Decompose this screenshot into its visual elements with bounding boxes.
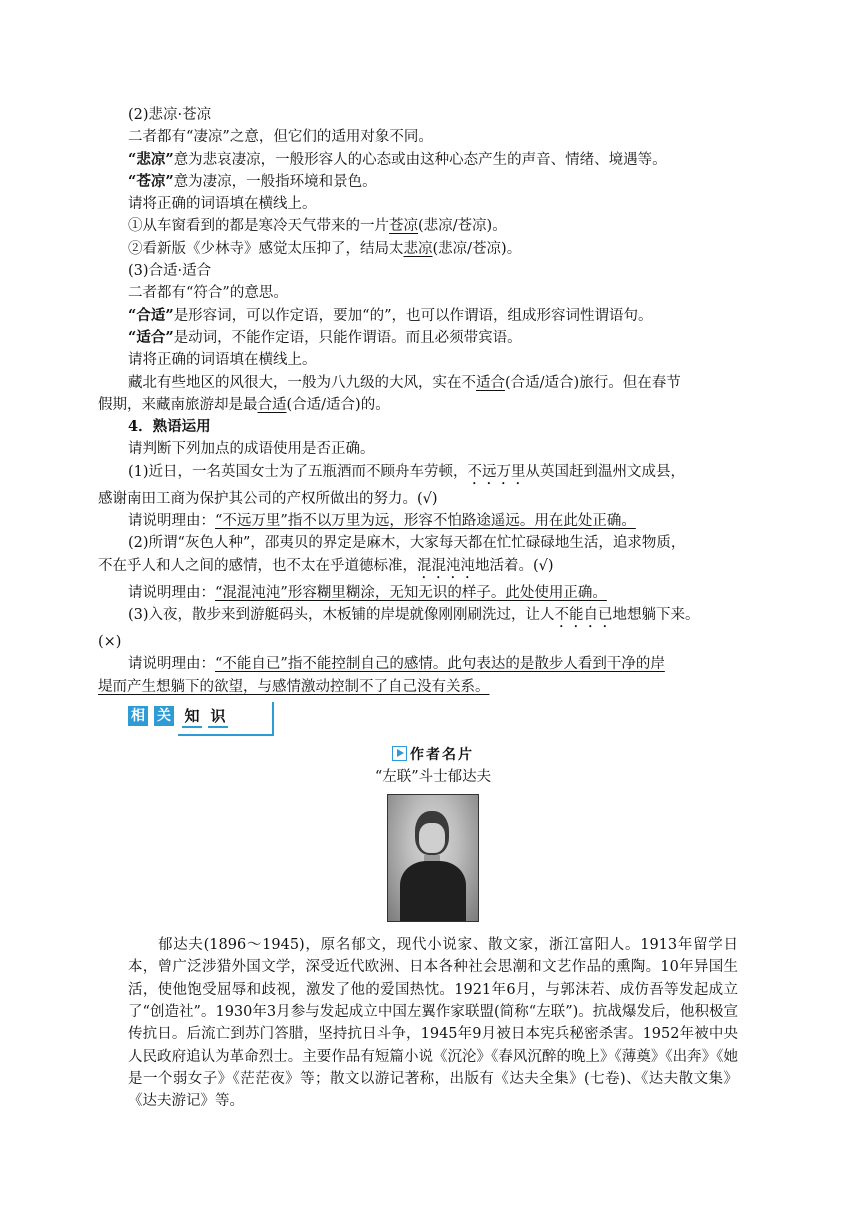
answer-blank: 悲凉 [403,240,433,257]
item-text: 地想躺下来。 [612,606,700,623]
item-1-line2: 感谢南田工商为保护其公司的产权所做出的努力。(√) [98,490,438,507]
reason-answer: 堤而产生想躺下的欲望，与感情激动控制不了自己没有关系。 [98,678,490,695]
section-4-instruction: 请判断下列加点的成语使用是否正确。 [128,441,375,458]
reason-answer: “混混沌沌”形容糊里糊涂，无知无识的样子。此处使用正确。 [215,584,607,601]
reason-label: 请说明理由： [128,584,215,601]
section-4-title: 4．熟语运用 [128,418,211,436]
author-biography: 郁达夫(1896～1945)，原名郁文，现代小说家、散文家，浙江富阳人。1913年留学日本，曾广泛涉猎外国文学，深受近代欧洲、日本各种社会思潮和文艺作品的熏陶。10年异国生活，使他饱受屈辱和歧视，激发了他的爱国热忱。1921年6月，与郭沫若、成仿吾等发起成立了“创造社”。1930年3月参与发起成立中国左翼作家联盟(简称“左联”)。抗战爆发后，他积极宣传抗日。后流亡到苏门答腊，坚持抗日斗争，1945年9月被日本宪兵秘密杀害。1952年被中央人民政府追认为革命烈士。主要作品有短篇小说《沉沦》《春风沉醉的晚上》《薄奠》《出奔》《她是一个弱女子》《茫茫夜》等；散文以游记著称，出版有《达夫全集》(七卷)、《达夫散文集》《达夫游记》等。 [128,937,738,1110]
photo-caption: “左联”斗士郁达夫 [374,768,492,785]
photo-face [419,823,445,853]
author-photo [387,794,479,922]
item-1-reason [128,510,738,532]
term-cangliang: “苍凉” [128,172,174,190]
document-body [98,104,738,1113]
reason-label: 请说明理由： [128,656,215,673]
def-shihe: 是动词，不能作定语，只能作谓语。而且必须带宾语。 [173,329,522,346]
header-char-1: 相 [128,706,148,726]
reason-answer: “不能自已”指不能控制自己的感情。此句表达的是散步人看到干净的岸 [215,656,665,673]
section-3-question-line1 [128,372,738,394]
dotted-idiom: 不能自已 [554,606,613,623]
section-2-intro: 二者都有“凄凉”之意，但它们的适用对象不同。 [128,129,433,146]
photo-body [400,861,466,921]
section-2-question-1 [128,215,738,237]
question-text: 藏北有些地区的风很大，一般为八九级的大风，实在不 [128,374,476,391]
answer-blank: 合适 [257,396,287,413]
author-tag: 作者名片 [410,746,474,763]
question-text: 假期，来藏南旅游却是最 [98,396,258,413]
header-char-2: 关 [154,706,174,726]
section-2-question-2 [128,238,738,260]
question-options: (合适/适合)的。 [286,396,390,413]
author-tag-row [128,744,738,764]
question-text: ②看新版《少林寺》感觉太压抑了，结局太 [128,240,404,257]
section-3-intro: 二者都有“符合”的意思。 [128,285,288,302]
dotted-idiom: 混混沌沌 [417,557,475,574]
question-options: (悲凉/苍凉)。 [418,218,507,235]
section-2-instruction: 请将正确的词语填在横线上。 [128,196,317,213]
section-3-title: (3)合适·适合 [128,263,212,280]
item-text: 不在乎人和人之间的感情，也不太在乎道德标准， [98,557,417,574]
item-text: 从英国赶到温州文成县， [525,463,686,480]
reason-answer: “不远万里”指不以万里为远，形容不怕路途遥远。用在此处正确。 [215,513,636,530]
section-3-instruction: 请将正确的词语填在横线上。 [128,352,317,369]
item-3-line1 [128,604,738,631]
section-2-title: (2)悲凉·苍凉 [128,107,212,123]
section-3-def2 [128,327,738,349]
item-text: (3)入夜，散步来到游艇码头，木板铺的岸堤就像刚刚刷洗过，让人 [128,606,555,623]
item-2-line1: (2)所谓“灰色人种”，邵夷贝的界定是麻木，大家每天都在忙忙碌碌地生活，追求物质， [128,535,686,552]
question-options: (悲凉/苍凉)。 [432,240,522,257]
play-icon [392,746,407,761]
item-2-line2 [98,555,738,582]
item-3-reason-line2 [98,676,738,698]
section-2-def1 [128,149,738,171]
section-2-def2 [128,171,738,193]
def-cangliang: 意为凄凉，一般指环境和景色。 [173,173,377,190]
item-3-mark: (×) [98,633,122,650]
header-char-4: 识 [208,706,228,728]
item-text: (1)近日，一名英国女士为了五瓶酒而不顾舟车劳顿， [128,463,468,480]
item-2-reason [128,582,738,604]
dotted-idiom: 不远万里 [467,463,526,480]
header-frame [178,702,274,736]
reason-label: 请说明理由： [128,513,215,530]
header-char-3: 知 [182,706,202,728]
term-heshi: “合适” [128,306,174,324]
related-knowledge-header [128,702,738,738]
section-3-def1 [128,305,738,327]
section-3-question-line2 [98,394,738,416]
term-beiliang: “悲凉” [128,150,174,168]
item-text: 地活着。(√) [475,557,554,574]
term-shihe: “适合” [128,328,174,346]
item-3-reason-line1 [128,653,738,675]
answer-blank: 苍凉 [389,218,418,235]
def-beiliang: 意为悲哀凄凉，一般形容人的心态或由这种心态产生的声音、情绪、境遇等。 [173,151,667,168]
item-1-line1 [128,461,738,488]
answer-blank: 适合 [476,374,505,391]
question-options: (合适/适合)旅行。但在春节 [505,374,681,391]
question-text: ①从车窗看到的都是寒冷天气带来的一片 [128,218,389,235]
def-heshi: 是形容词，可以作定语，要加“的”，也可以作谓语，组成形容词性谓语句。 [173,307,653,324]
